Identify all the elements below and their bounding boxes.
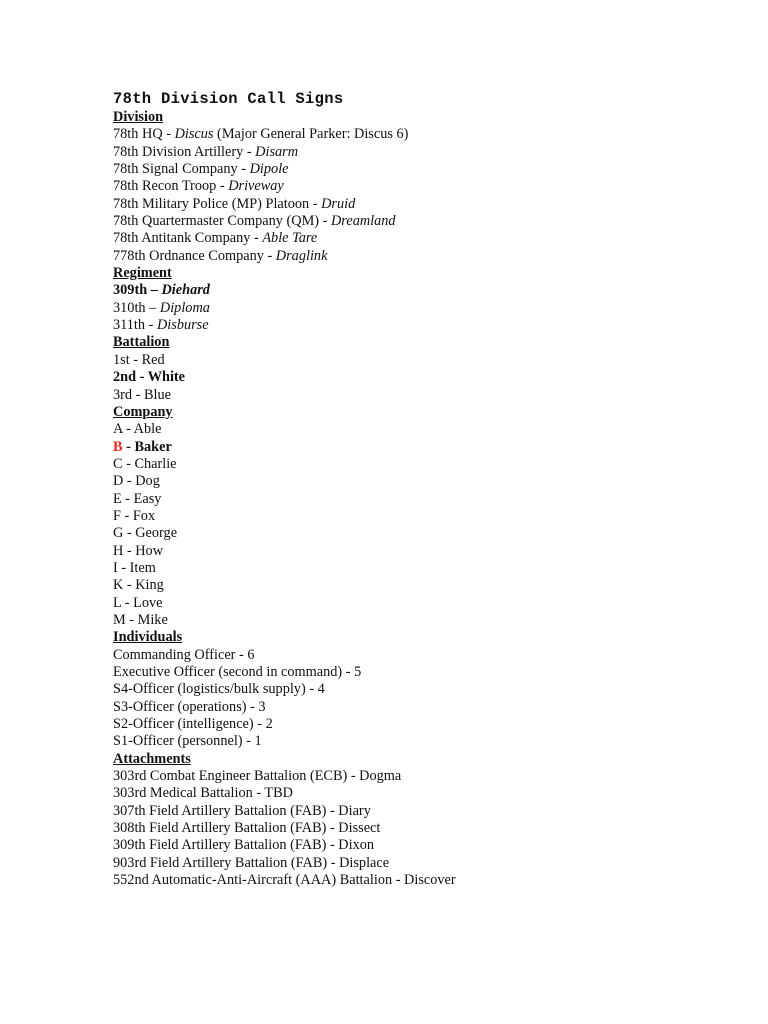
- list-item: 903rd Field Artillery Battalion (FAB) - Displace: [113, 854, 390, 871]
- call-sign: Draglink: [275, 247, 328, 264]
- list-item: Commanding Officer - 6: [113, 646, 255, 663]
- list-item: E - Easy: [113, 490, 162, 507]
- call-sign: Able Tare: [262, 230, 318, 247]
- list-item: F - Fox: [113, 507, 156, 524]
- list-item: S1-Officer (personnel) - 1: [113, 733, 262, 750]
- call-sign: Discus: [174, 126, 214, 143]
- list-item: G - George: [113, 525, 178, 542]
- list-item: S2-Officer (intelligence) - 2: [113, 716, 273, 733]
- call-sign: Driveway: [228, 178, 284, 195]
- list-item: 78th Division Artillery - Disarm: [113, 143, 299, 160]
- list-item: 78th Signal Company - Dipole: [113, 161, 289, 178]
- list-item: K - King: [113, 577, 164, 594]
- list-item: 78th Military Police (MP) Platoon - Druid: [113, 195, 356, 212]
- page-title: 78th Division Call Signs: [113, 90, 344, 108]
- highlighted-letter: B: [113, 438, 123, 455]
- call-sign: Druid: [321, 195, 356, 212]
- list-item: C - Charlie: [113, 455, 177, 472]
- list-item: Executive Officer (second in command) - 5: [113, 664, 362, 680]
- list-item: 78th HQ - Discus (Major General Parker: Discus 6): [113, 126, 409, 143]
- list-item: I - Item: [113, 559, 156, 576]
- call-sign: Diehard: [161, 282, 210, 299]
- list-item: 3rd - Blue: [113, 386, 171, 403]
- list-item: H - How: [113, 542, 164, 559]
- section-heading-attachments: Attachments: [113, 750, 191, 767]
- list-item: A - Able: [113, 421, 162, 438]
- list-item: 303rd Medical Battalion - TBD: [113, 785, 294, 802]
- list-item: S4-Officer (logistics/bulk supply) - 4: [113, 681, 325, 698]
- list-item: 309th Field Artillery Battalion (FAB) - Dixon: [113, 837, 375, 854]
- call-sign: Dreamland: [330, 213, 396, 230]
- call-sign: Diploma: [159, 299, 210, 316]
- section-heading-individuals: Individuals: [113, 629, 183, 646]
- section-heading-regiment: Regiment: [113, 265, 172, 282]
- list-item: L - Love: [113, 594, 163, 611]
- list-item: 308th Field Artillery Battalion (FAB) - Dissect: [113, 820, 381, 837]
- list-item: 78th Antitank Company - Able Tare: [113, 230, 318, 247]
- section-heading-battalion: Battalion: [113, 334, 170, 351]
- list-item: 309th – Diehard: [113, 282, 210, 299]
- list-item: 303rd Combat Engineer Battalion (ECB) - Dogma: [113, 768, 402, 785]
- list-item: 2nd - White: [113, 369, 186, 386]
- list-item: 310th – Diploma: [113, 299, 210, 316]
- list-item: B - Baker: [113, 438, 172, 455]
- list-item: 78th Recon Troop - Driveway: [113, 178, 284, 195]
- document-body: [113, 90, 733, 889]
- call-sign: Disarm: [255, 143, 299, 160]
- list-item: D - Dog: [113, 473, 160, 490]
- list-item: M - Mike: [113, 611, 168, 628]
- list-item: 311th - Disburse: [113, 317, 209, 334]
- list-item: 1st - Red: [113, 351, 165, 368]
- list-item: 307th Field Artillery Battalion (FAB) - Diary: [113, 802, 371, 819]
- list-item: 778th Ordnance Company - Draglink: [113, 247, 328, 264]
- call-sign: Disburse: [156, 317, 209, 334]
- call-sign: Dipole: [249, 161, 289, 178]
- list-item: 552nd Automatic-Anti-Aircraft (AAA) Battalion - Discover: [113, 872, 456, 889]
- section-heading-division: Division: [113, 109, 164, 125]
- list-item: S3-Officer (operations) - 3: [113, 698, 266, 715]
- list-item: 78th Quartermaster Company (QM) - Dreamland: [113, 213, 396, 230]
- section-heading-company: Company: [113, 403, 173, 420]
